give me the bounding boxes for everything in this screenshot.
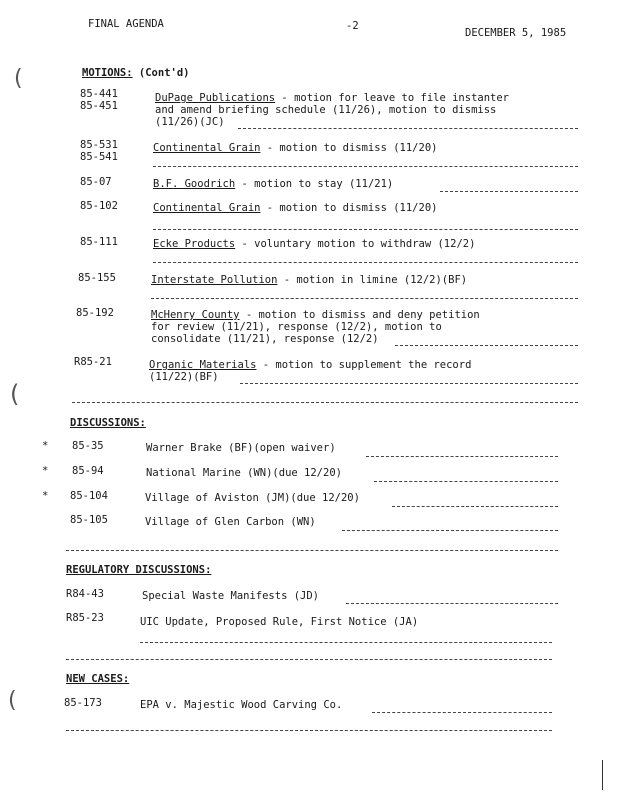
blank-line [440,191,578,192]
blank-line [240,383,578,384]
motion-item [153,238,475,250]
motion-text: for review (11/21), response (12/2), motion to [151,321,442,333]
blank-line [366,456,558,457]
party-name: Continental Grain [153,142,261,154]
case-number: 85-104 [70,490,108,502]
case-number: 85-531 [80,139,118,151]
motion-item [155,92,509,104]
party-name: Continental Grain [153,202,261,214]
case-number: R85-23 [66,612,104,624]
party-name: DuPage Publications [155,92,276,104]
motion-item [151,309,480,321]
discussion-item: National Marine (WN)(due 12/20) [146,467,342,479]
header-title: FINAL AGENDA [88,18,164,30]
case-number: 85-105 [70,514,108,526]
motion-text: consolidate (11/21), response (12/2) [151,333,379,345]
new-case-item: EPA v. Majestic Wood Carving Co. [140,699,343,711]
motion-text: - motion to dismiss and deny petition [239,309,480,321]
blank-line [392,506,558,507]
motion-text: and amend briefing schedule (11/26), motion to dismiss [155,104,497,116]
motions-cont: (Cont'd) [138,67,190,79]
case-number: 85-94 [72,465,104,477]
blank-line [140,642,552,643]
blank-line [66,550,558,551]
priority-star: * [42,440,49,452]
page-number: -2 [346,20,359,32]
motion-text: - motion to stay (11/21) [235,178,394,190]
case-number: 85-192 [76,307,114,319]
motion-text: - voluntary motion to withdraw (12/2) [235,238,476,250]
new-cases-heading: NEW CASES: [66,673,130,685]
case-number: 85-451 [80,100,118,112]
motion-item [151,274,467,286]
regulatory-heading: REGULATORY DISCUSSIONS: [66,564,212,576]
party-name: B.F. Goodrich [153,178,236,190]
party-name: Ecke Products [153,238,236,250]
case-number: R85-21 [74,356,112,368]
case-number: 85-102 [80,200,118,212]
discussion-item: Village of Aviston (JM)(due 12/20) [145,492,360,504]
binder-hole-mark: ( [14,66,23,91]
case-number: R84-43 [66,588,104,600]
regulatory-item: Special Waste Manifests (JD) [142,590,320,602]
blank-line [238,128,578,129]
discussion-item: Warner Brake (BF)(open waiver) [146,442,336,454]
motion-text: (11/22)(BF) [149,371,219,383]
discussions-heading: DISCUSSIONS: [70,417,146,429]
blank-line [342,530,558,531]
motion-item [153,142,437,154]
case-number: 85-111 [80,236,118,248]
binder-hole-mark: ( [8,688,17,713]
motion-text: (11/26)(JC) [155,116,225,128]
binder-hole-mark: ( [10,380,20,408]
priority-star: * [42,465,49,477]
motion-text: - motion to supplement the record [256,359,472,371]
case-number: 85-541 [80,151,118,163]
regulatory-item: UIC Update, Proposed Rule, First Notice (JA) [140,616,419,628]
discussion-item: Village of Glen Carbon (WN) [145,516,316,528]
case-number: 85-155 [78,272,116,284]
motions-heading-label: MOTIONS: [82,67,133,79]
party-name: Interstate Pollution [151,274,278,286]
priority-star: * [42,490,49,502]
motion-text: - motion to dismiss (11/20) [260,142,438,154]
blank-line [66,659,552,660]
party-name: Organic Materials [149,359,257,371]
case-number: 85-07 [80,176,112,188]
blank-line [153,166,578,167]
blank-line [374,481,558,482]
motion-text: - motion in limine (12/2)(BF) [277,274,468,286]
blank-line [153,262,578,263]
motion-text: - motion to dismiss (11/20) [260,202,438,214]
blank-line [72,402,578,403]
edge-mark [602,760,603,790]
blank-line [151,298,578,299]
case-number: 85-35 [72,440,104,452]
case-number: 85-173 [64,697,102,709]
party-name: McHenry County [151,309,240,321]
blank-line [153,229,578,230]
blank-line [372,712,552,713]
motion-text: - motion for leave to file instanter [275,92,510,104]
motion-item [149,359,471,371]
blank-line [346,603,558,604]
blank-line [395,345,578,346]
motion-item [153,202,437,214]
blank-line [66,730,552,731]
motions-heading [82,67,189,79]
case-number: 85-441 [80,88,118,100]
header-date: DECEMBER 5, 1985 [465,27,567,39]
motion-item [153,178,393,190]
